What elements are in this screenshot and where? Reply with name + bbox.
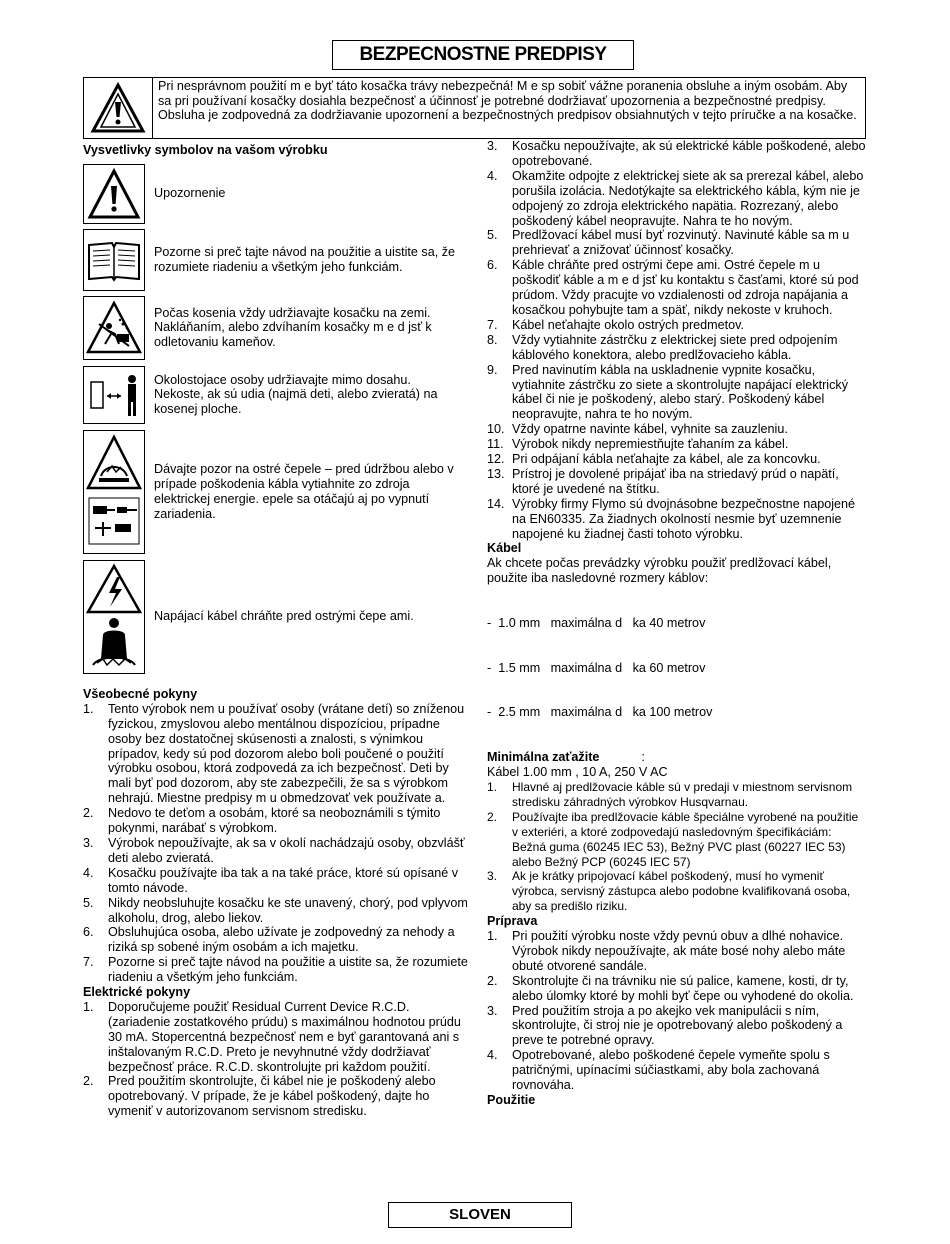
symbols-heading: Vysvetlivky symbolov na vašom výrobku: [83, 143, 328, 157]
list-item: 3. Výrobok nepoužívajte, ak sa v okolí nachádzajú osoby, obzvlášť deti alebo zvieratá.: [83, 835, 465, 865]
cable-size-list: [487, 586, 867, 750]
bystanders-distance-icon: [83, 366, 145, 424]
symbol-text: Počas kosenia vždy udržiavajte kosačku na zemi. Nakláňaním, alebo zdvíhaním kosačky m e d jsť k odletovaniu kameňov.: [154, 305, 432, 350]
footer-language-label: SLOVEN: [388, 1202, 572, 1228]
list-item: 4. Kosačku používajte iba tak a na také práce, ktoré sú opísané v tomto návode.: [83, 865, 459, 895]
cable-heading: Kábel: [487, 541, 522, 556]
electrical-heading: Elektrické pokyny: [83, 985, 191, 1000]
cable-size: - 1.5 mm maximálna d ka 60 metrov: [487, 660, 706, 675]
general-list: [83, 702, 475, 985]
list-item: 14. Výrobky firmy Flymo sú dvojnásobne bezpečnostne napojené na EN60335. Za žiadnych okolností nesmie byť uzemnenie napojené ku žiadnej časti tohoto výrobku.: [487, 496, 856, 541]
symbol-row: [83, 164, 475, 224]
list-item: 2. Používajte iba predlžovacie káble špeciálne vyrobené na použitie v exteriéri, a ktoré zodpovedajú nasledovným špecifikáciám: Bežná guma (60245 IEC 53), Bežný PVC plast (60227 IEC 53) alebo Bežný PCP (60245 IEC 57): [487, 809, 859, 869]
list-item: 12. Pri odpájaní kábla neťahajte za kábel, ale za koncovku.: [487, 452, 821, 467]
symbol-text: Okolostojace osoby udržiavajte mimo dosahu. Nekoste, ak sú udia (najmä deti, alebo zvieratá) na kosenej ploche.: [154, 372, 438, 417]
list-item: 6. Obsluhujúca osoba, alebo užívate je zodpovedný za nehody a riziká sp sobené iným osobám a ich majetku.: [83, 925, 455, 955]
symbol-text: Upozornenie: [154, 186, 226, 201]
cable-blades-icon: [83, 560, 145, 674]
symbol-row: [83, 430, 475, 554]
list-item: 10. Vždy opatrne navinte kábel, vyhnite sa zauzleniu.: [487, 422, 788, 437]
manual-book-icon: [83, 229, 145, 291]
electrical-list-cont: [487, 139, 867, 541]
list-item: 1. Pri použití výrobku noste vždy pevnú obuv a dlhé nohavice. Výrobok nikdy nepoužívajte, ak máte bosé nohy alebo máte obuté otvorené sandále.: [487, 929, 846, 973]
list-item: 7. Pozorne si preč tajte návod na použitie a uistite sa, že rozumiete riadeniu a všetkým jeho funkciám.: [83, 955, 468, 985]
cable-size: - 1.0 mm maximálna d ka 40 metrov: [487, 616, 706, 630]
symbol-row: [83, 560, 475, 674]
min-load-spec: Kábel 1.00 mm , 10 A, 250 V AC: [487, 765, 668, 780]
cable-text: Ak chcete počas prevádzky výrobku použiť predlžovací kábel, použite iba nasledovné rozmery káblov:: [487, 556, 832, 586]
left-column: [83, 143, 475, 1119]
list-item: 2. Pred použitím skontrolujte, či kábel nie je poškodený alebo opotrebovaný. V prípade, že je kábel poškodený, dajte ho vymeniť v autorizovanom servisnom stredisku.: [83, 1074, 436, 1119]
min-load-heading: Minimálna zaťažite :: [487, 750, 645, 765]
list-item: 9. Pred navinutím kábla na uskladnenie vypnite kosačku, vytiahnite zástrčku zo siete a skontrolujte napájací elektrický kábel či nie je poškodený, alebo starý. Poškodený kábel neopravujte, nahra te ho novým.: [487, 362, 848, 422]
list-item: 5. Predlžovací kábel musí byť rozvinutý. Navinuté káble sa m u prehrievať a znižovať účinnosť kosačky.: [487, 228, 850, 258]
list-item: 1. Hlavné aj predlžovacie káble sú v predaji v miestnom servisnom stredisku záhradných výrobkov Husqvarnau.: [487, 779, 853, 809]
list-item: 6. Káble chráňte pred ostrými čepe ami. Ostré čepele m u poškodiť káble a m e d jsť ku kontaktu s časťami, ktoré sú pod prúdom. Vždy pracujte vo vzdialenosti od zdroja napájania a kosačkou pohybujte tam a späť, nikdy nekoste v kruhoch.: [487, 258, 859, 317]
list-item: 2. Nedovo te deťom a osobám, ktoré sa neoboznámili s týmito pokynmi, narábať s výrobkom.: [83, 806, 441, 836]
cable-size: - 2.5 mm maximálna d ka 100 metrov: [487, 705, 713, 720]
list-item: 8. Vždy vytiahnite zástrčku z elektrickej siete pred odpojením káblového konektora, alebo predlžovacieho kábla.: [487, 332, 838, 362]
list-item: 13. Prístroj je dovolené pripájať iba na striedavý prúd o napätí, ktoré je uvedené na štítku.: [487, 466, 839, 496]
electrical-list: [83, 1000, 475, 1119]
list-item: 11. Výrobok nikdy nepremiestňujte ťahaním za kábel.: [487, 437, 789, 452]
prep-list: [487, 929, 867, 1093]
general-heading: Všeobecné pokyny: [83, 686, 198, 701]
right-column: [487, 139, 867, 1108]
symbol-row: [83, 296, 475, 360]
symbol-text: Dávajte pozor na ostré čepele – pred údržbou alebo v prípade poškodenia kábla vytiahnite zo zdroja elektrickej energie. epele sa otáčajú aj po vypnutí zariadenia.: [154, 462, 454, 521]
list-item: 2. Skontrolujte či na trávniku nie sú palice, kamene, kosti, dr ty, alebo úlomky ktoré by mohli byť čepe ou vyhodené do okolia.: [487, 973, 854, 1003]
list-item: 1. Tento výrobok nem u používať osoby (vrátane detí) so zníženou fyzickou, zmyslovou alebo mentálnou dispozíciou, prípadne osoby bez dostatočnej skúsenosti a znalosti, s výnimkou prípadov, kedy sú pod dozorom alebo boli poučené o použití výrobku osobou, ktorá zodpovedá za ich bezpečnosť. Deti by mali byť pod dozorom, aby ste zabezpečili, že sa s výrobkom nehrajú. Miestne predpisy m u obmedzovať vek používate a.: [83, 701, 465, 806]
list-item: 3. Ak je krátky pripojovací kábel poškodený, musí ho vymeniť výrobca, servisný zástupca alebo podobne kvalifikovaná osoba, aby sa predišlo riziku.: [487, 869, 851, 914]
list-item: 4. Opotrebované, alebo poškodené čepele vymeňte spolu s patričnými, upínacími súčiastkami, aby bola zachovaná rovnováha.: [487, 1048, 830, 1093]
flying-debris-icon: [83, 296, 145, 360]
symbol-row: [83, 366, 475, 424]
warning-triangle-icon: [84, 78, 153, 138]
intro-warning-box: [83, 77, 866, 139]
min-load-list: [487, 780, 867, 914]
prep-heading: Príprava: [487, 914, 538, 929]
list-item: 3. Pred použitím stroja a po akejko vek manipulácii s ním, skontrolujte, či stroj nie je opotrebovaný alebo poškodený a preve te potrebné opravy.: [487, 1003, 843, 1048]
symbol-text: Napájací kábel chráňte pred ostrými čepe ami.: [154, 609, 414, 624]
list-item: 4. Okamžite odpojte z elektrickej siete ak sa prerezal kábel, alebo porušila izolácia. Nedotýkajte sa elektrického kábla, kým nie je odpojený zo zdroja elektrického napätia. Rozrezaný, alebo poškodený kábel neopravujte. Nahra te ho novým.: [487, 168, 864, 228]
list-item: 5. Nikdy neobsluhujte kosačku ke ste unavený, chorý, pod vplyvom alkoholu, drog, alebo liekov.: [83, 895, 468, 925]
list-item: 3. Kosačku nepoužívajte, ak sú elektrické káble poškodené, alebo opotrebované.: [487, 139, 866, 168]
page-title: BEZPECNOSTNE PREDPISY: [332, 40, 634, 70]
symbol-text: Pozorne si preč tajte návod na použitie a uistite sa, že rozumiete riadeniu a všetkým jeho funkciám.: [154, 245, 456, 274]
sharp-blades-unplug-icon: [83, 430, 145, 554]
symbol-row: [83, 229, 475, 291]
list-item: 1. Doporučujeme použiť Residual Current Device R.C.D. (zariadenie zostatkového prúdu) s maximálnou hodnotou prúdu 30 mA. Stopercentná bezpečnosť nem e byť garantovaná ani s inštalovaným R.C.D. Preto je nevyhnutné vždy dodržiavať bezpečnosť práce. R.C.D. skontrolujte pri každom použití.: [83, 999, 461, 1074]
intro-text: Pri nesprávnom použití m e byť táto kosačka trávy nebezpečná! M e sp sobiť vážne poranenia obsluhe a iným osobám. Aby sa pri používaní kosačky dosiahla bezpečnosť a účinnosť je potrebné dodržiavať upozornenia a bezpečnostné predpisy. Obsluha je zodpovedná za dodržiavanie upozornení a bezpečnostných predpisov obsiahnutých v tejto príručke a na kosačke.: [158, 79, 857, 123]
warning-triangle-icon: [83, 164, 145, 224]
usage-heading: Použitie: [487, 1093, 536, 1107]
list-item: 7. Kábel neťahajte okolo ostrých predmetov.: [487, 317, 745, 332]
